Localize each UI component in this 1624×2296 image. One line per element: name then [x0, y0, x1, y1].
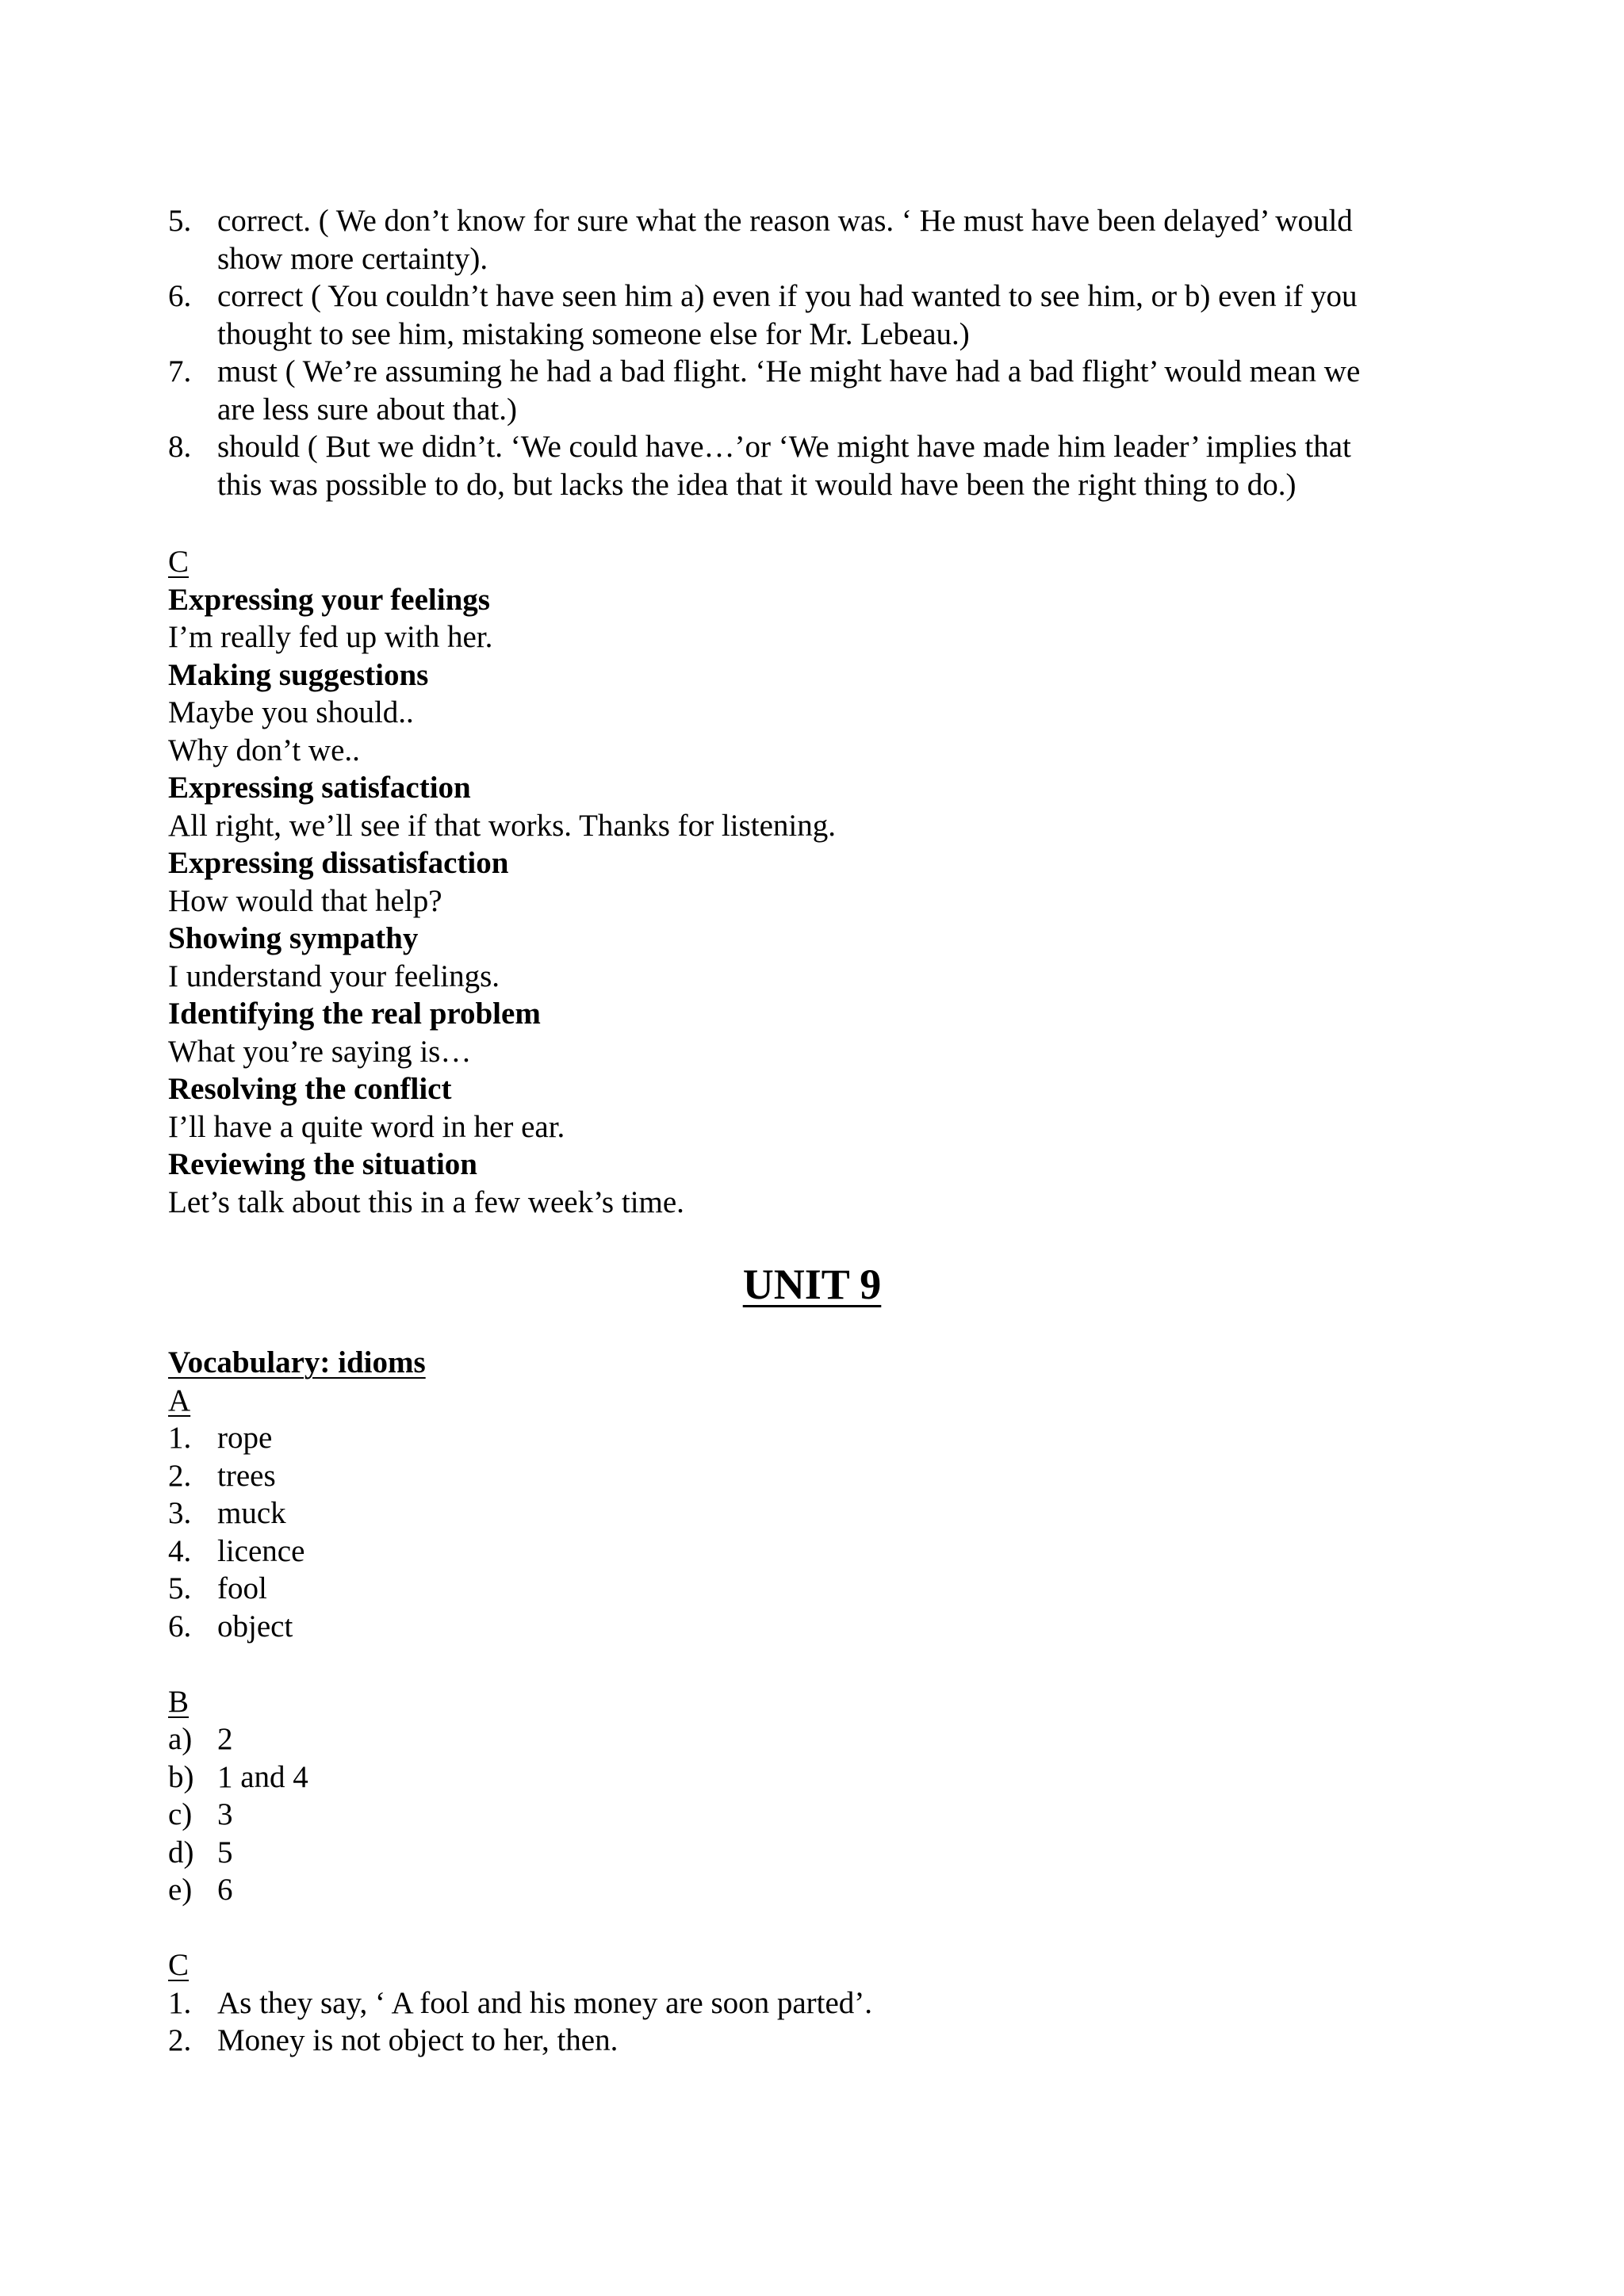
phrase-example: I understand your feelings.	[168, 959, 500, 993]
item-letter: d)	[168, 1835, 194, 1869]
phrase-heading: Expressing dissatisfaction	[168, 846, 509, 880]
list-item	[168, 428, 1453, 503]
item-number: 1.	[168, 1421, 192, 1455]
list-item	[168, 1457, 1453, 1495]
item-letter: b)	[168, 1759, 194, 1794]
item-text: must ( We’re assuming he had a bad flight. ‘He might have had a bad flight’ would mean we	[217, 354, 1361, 388]
phrase-heading: Reviewing the situation	[168, 1147, 477, 1181]
list-item	[168, 1570, 1453, 1608]
item-text: 2	[217, 1722, 233, 1756]
unit-9-content	[168, 1344, 1453, 2060]
list-item	[168, 277, 1453, 353]
item-text: correct. ( We don’t know for sure what the reason was. ‘ He must have been delayed’ would	[217, 204, 1353, 238]
phrase-heading: Expressing your feelings	[168, 582, 490, 617]
item-text: rope	[217, 1421, 273, 1455]
list-item	[168, 1796, 1453, 1834]
phrase-example: All right, we’ll see if that works. Thanks for listening.	[168, 808, 836, 843]
item-number: 5.	[168, 204, 192, 238]
item-number: 6.	[168, 1609, 192, 1644]
item-number: 5.	[168, 1571, 192, 1605]
phrase-example: What you’re saying is…	[168, 1034, 472, 1069]
item-letter: e)	[168, 1873, 193, 1907]
item-text: Money is not object to her, then.	[217, 2023, 619, 2057]
phrase-example: I’ll have a quite word in her ear.	[168, 1109, 565, 1144]
list-item	[168, 353, 1453, 428]
phrase-heading: Expressing satisfaction	[168, 771, 471, 805]
item-number: 8.	[168, 430, 192, 464]
item-text: object	[217, 1609, 293, 1644]
list-item	[168, 1984, 1453, 2022]
part-b-label: B	[168, 1684, 190, 1719]
list-item	[168, 202, 1453, 277]
item-letter: a)	[168, 1722, 193, 1756]
item-number: 2.	[168, 1458, 192, 1493]
list-item	[168, 2022, 1453, 2060]
list-item	[168, 1871, 1453, 1909]
item-number: 1.	[168, 1985, 192, 2020]
phrase-example: Why don’t we..	[168, 733, 360, 767]
phrase-heading: Showing sympathy	[168, 921, 419, 955]
part-c-label: C	[168, 1948, 190, 1982]
list-item	[168, 1533, 1453, 1571]
item-number: 7.	[168, 354, 192, 388]
phrase-example: Maybe you should..	[168, 695, 414, 729]
item-number: 2.	[168, 2023, 192, 2057]
item-text-continued: this was possible to do, but lacks the idea that it would have been the right thing to do.)	[217, 467, 1297, 502]
item-text: muck	[217, 1496, 286, 1530]
part-a-label: A	[168, 1383, 191, 1418]
item-text: As they say, ‘ A fool and his money are soon parted’.	[217, 1985, 873, 2020]
list-item	[168, 1494, 1453, 1533]
phrase-example: Let’s talk about this in a few week’s time.	[168, 1184, 684, 1219]
unit-title: UNIT 9	[742, 1261, 882, 1308]
list-item	[168, 1834, 1453, 1872]
section-c-phrases	[168, 543, 1453, 1221]
answer-list-top	[168, 202, 1453, 503]
item-text: correct ( You couldn’t have seen him a) even if you had wanted to see him, or b) even if you	[217, 279, 1358, 313]
item-letter: c)	[168, 1797, 193, 1831]
phrase-example: How would that help?	[168, 883, 442, 918]
item-number: 3.	[168, 1496, 192, 1530]
phrase-heading: Making suggestions	[168, 657, 429, 692]
item-text: 3	[217, 1797, 233, 1831]
item-text: 6	[217, 1873, 233, 1907]
phrase-heading: Resolving the conflict	[168, 1072, 452, 1106]
item-text: licence	[217, 1533, 305, 1568]
phrase-example: I’m really fed up with her.	[168, 620, 493, 654]
item-text-continued: show more certainty).	[217, 241, 488, 276]
list-item	[168, 1419, 1453, 1457]
section-label: C	[168, 545, 190, 579]
item-number: 6.	[168, 279, 192, 313]
phrase-heading: Identifying the real problem	[168, 997, 541, 1031]
item-text: trees	[217, 1458, 276, 1493]
list-item	[168, 1608, 1453, 1646]
list-item	[168, 1758, 1453, 1797]
item-text: 5	[217, 1835, 233, 1869]
item-number: 4.	[168, 1533, 192, 1568]
item-text: 1 and 4	[217, 1759, 308, 1794]
item-text-continued: thought to see him, mistaking someone else for Mr. Lebeau.)	[217, 316, 970, 351]
item-text: fool	[217, 1571, 267, 1605]
item-text: should ( But we didn’t. ‘We could have…’or ‘We might have made him leader’ implies that	[217, 430, 1351, 464]
item-text-continued: are less sure about that.)	[217, 392, 517, 427]
list-item	[168, 1720, 1453, 1758]
vocabulary-heading: Vocabulary: idioms	[168, 1345, 426, 1380]
